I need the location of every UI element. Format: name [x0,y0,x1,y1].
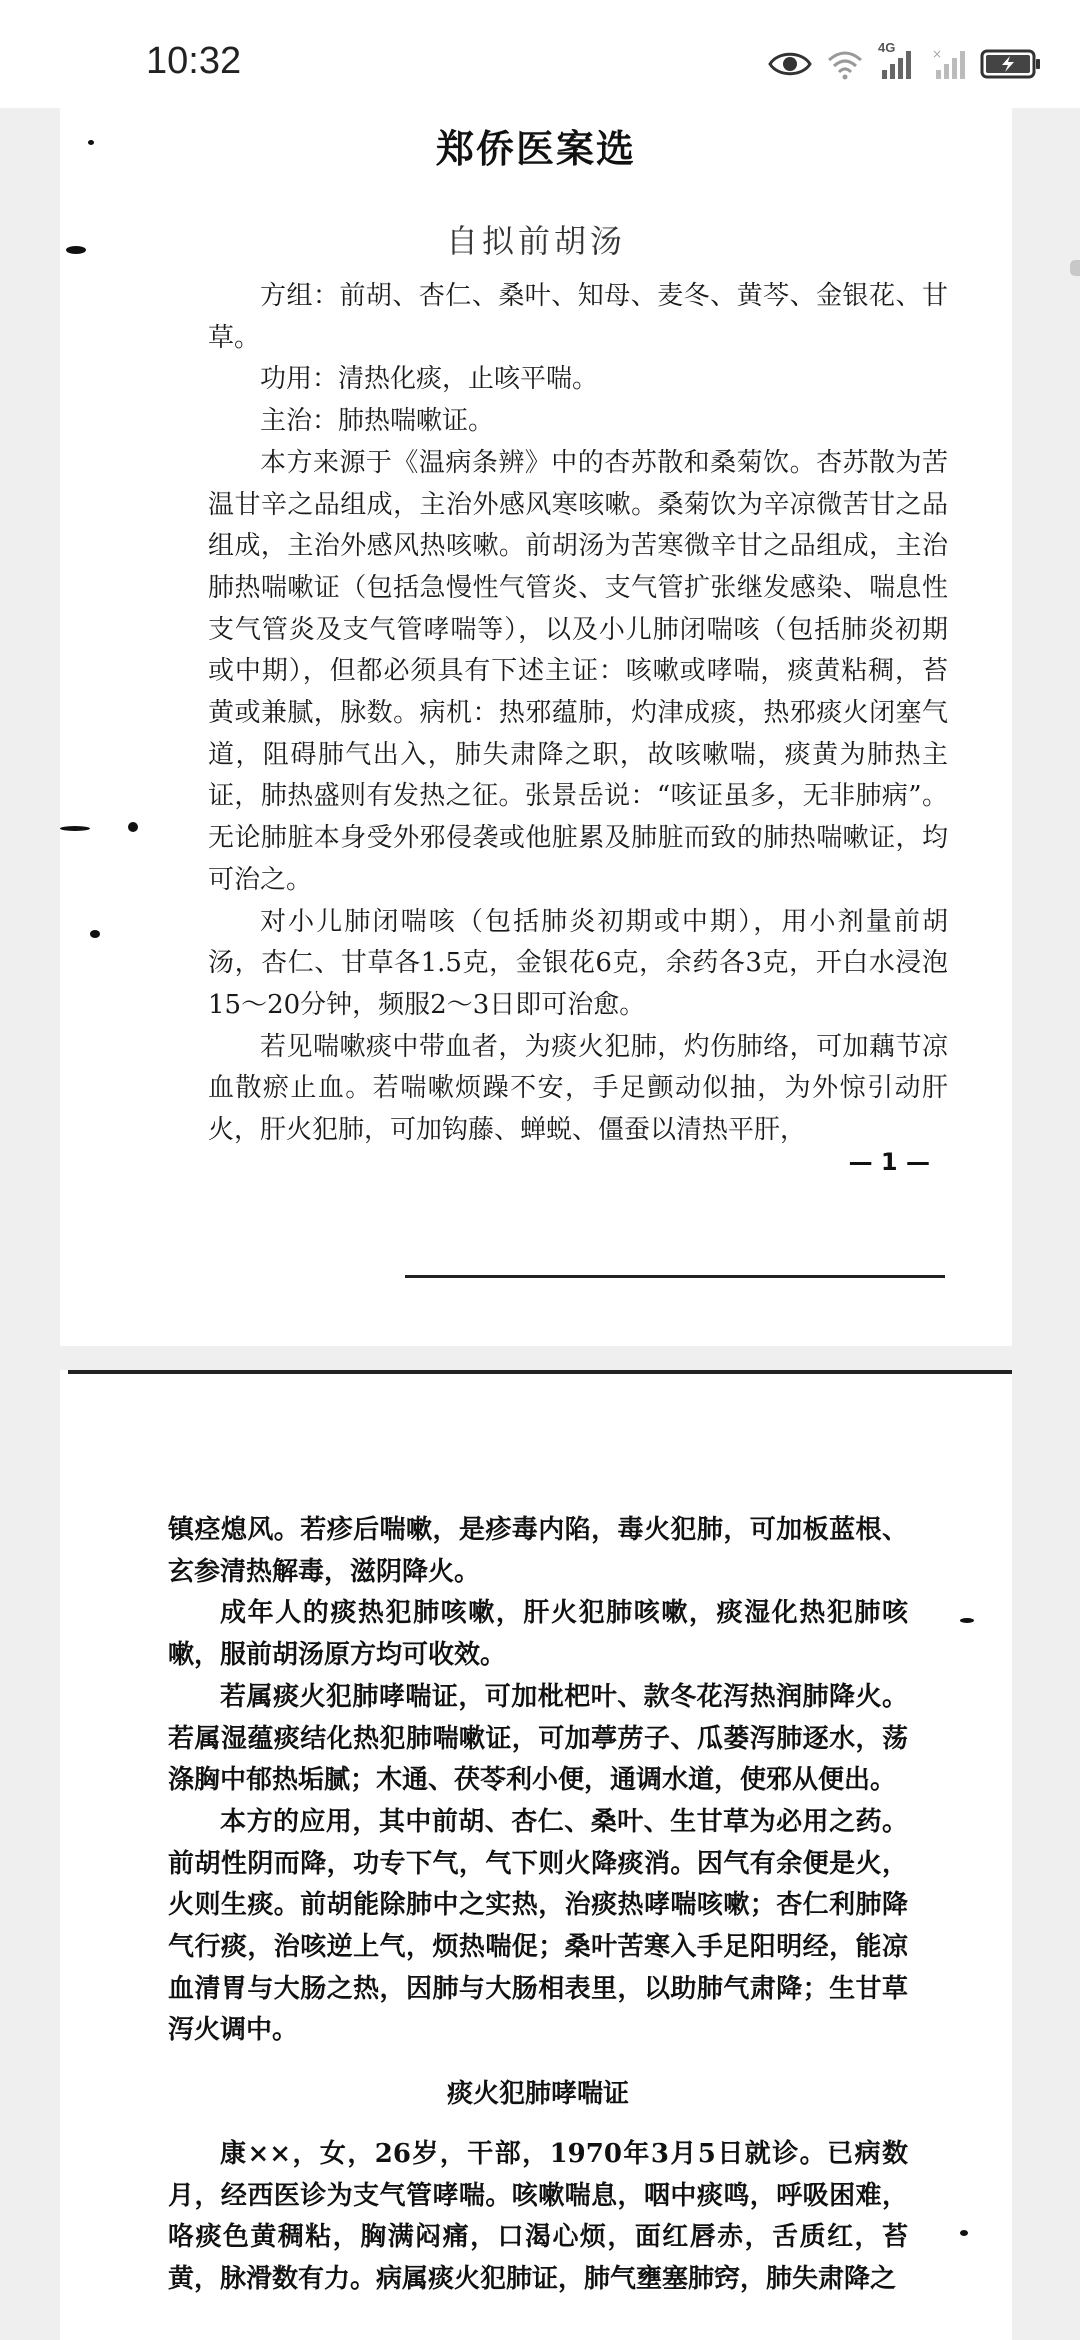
scan-speck [60,826,90,831]
section-heading: 自拟前胡汤 [445,222,626,260]
document-page-2 [60,1370,1012,2340]
status-icons [768,42,1042,86]
signal-icon [878,40,918,80]
no-signal-icon [932,48,966,80]
document-page-1 [60,108,1012,1346]
paragraph: 本方来源于《温病条辨》中的杏苏散和桑菊饮。杏苏散为苦温甘辛之品组成，主治外感风寒咳嗽。桑菊饮为辛凉微苦甘之品组成，主治外感风热咳嗽。前胡汤为苦寒微辛甘之品组成，主治肺热喘嗽证（包括急慢性气管炎、支气管扩张继发感染、喘息性支气管炎及支气管哮喘等），以及小儿肺闭喘咳（包括肺炎初期或中期），但都必须具有下述主证：咳嗽或哮喘，痰黄粘稠，苔黄或兼腻，脉数。病机：热邪蕴肺，灼津成痰，热邪痰火闭塞气道，阻碍肺气出入，肺失肃降之职，故咳嗽喘，痰黄为肺热主证，肺热盛则有发热之征。张景岳说：“咳证虽多，无非肺病”。无论肺脏本身受外邪侵袭或他脏累及肺脏而致的肺热喘嗽证，均可治之。 [208,447,948,895]
wifi-icon [826,48,864,80]
paragraph: 康××，女，26岁，干部，1970年3月5日就诊。已病数月，经西医诊为支气管哮喘。咳嗽喘息，咽中痰鸣，呼吸困难，咯痰色黄稠粘，胸满闷痛，口渴心烦，面红唇赤，舌质红，苔黄，脉滑数有力。病属痰火犯肺证，肺气壅塞肺窍，肺失肃降之 [168,2138,908,2294]
scan-speck [90,930,100,938]
paragraph: 对小儿肺闭喘咳（包括肺炎初期或中期），用小剂量前胡汤，杏仁、甘草各1.5克，金银花6克，余药各3克，开白水浸泡15～20分钟，频服2～3日即可治愈。 [208,906,948,1020]
paragraph: 镇痉熄风。若疹后喘嗽，是疹毒内陷，毒火犯肺，可加板蓝根、玄参清热解毒，滋阴降火。 [168,1515,908,1587]
page-number: — 1 — [848,1148,930,1176]
document-viewer[interactable] [0,108,1080,2340]
scrollbar-thumb[interactable] [1070,260,1080,276]
paragraph: 若见喘嗽痰中带血者，为痰火犯肺，灼伤肺络，可加藕节凉血散瘀止血。若喘嗽烦躁不安，手足颤动似抽，为外惊引动肝火，肝火犯肺，可加钩藤、蝉蜕、僵蚕以清热平肝， [208,1031,948,1146]
scan-speck [66,246,86,254]
page-top-rule [68,1370,1012,1374]
scan-speck [128,822,138,832]
page-bottom-rule [405,1275,945,1278]
svg-text:×: × [932,48,943,61]
scan-speck [960,2230,968,2236]
book-title: 郑侨医案选 [435,127,636,171]
status-bar [0,0,1080,108]
paragraph: 本方的应用，其中前胡、杏仁、桑叶、生甘草为必用之药。前胡性阴而降，功专下气，气下则火降痰消。因气有余便是火，火则生痰。前胡能除肺中之实热，治痰热哮喘咳嗽；杏仁利肺降气行痰，治咳逆上气，烦热喘促；桑叶苦寒入手足阳明经，能凉血清胃与大肠之热，因肺与大肠相表里，以助肺气肃降；生甘草泻火调中。 [168,1806,908,2046]
paragraph: 主治：肺热喘嗽证。 [260,406,495,437]
network-type-label: 4G [878,40,896,55]
case-heading: 痰火犯肺哮喘证 [446,2079,629,2110]
paragraph: 方组：前胡、杏仁、桑叶、知母、麦冬、黄芩、金银花、甘草。 [208,281,948,353]
page2-body [168,1510,908,2301]
battery-charging-icon [980,48,1042,80]
status-time: 10:32 [146,40,242,82]
paragraph: 若属痰火犯肺哮喘证，可加枇杷叶、款冬花泻热润肺降火。若属湿蕴痰结化热犯肺喘嗽证，可加葶苈子、瓜蒌泻肺逐水，荡涤胸中郁热垢腻；木通、茯苓利小便，通调水道，使邪从便出。 [168,1681,908,1796]
paragraph: 成年人的痰热犯肺咳嗽，肝火犯肺咳嗽，痰湿化热犯肺咳嗽，服前胡汤原方均可收效。 [168,1598,908,1671]
page1-body [208,276,948,1152]
paragraph: 功用：清热化痰，止咳平喘。 [260,364,599,395]
eye-icon [768,49,812,79]
scan-speck [88,140,94,145]
scan-speck [960,1618,974,1623]
